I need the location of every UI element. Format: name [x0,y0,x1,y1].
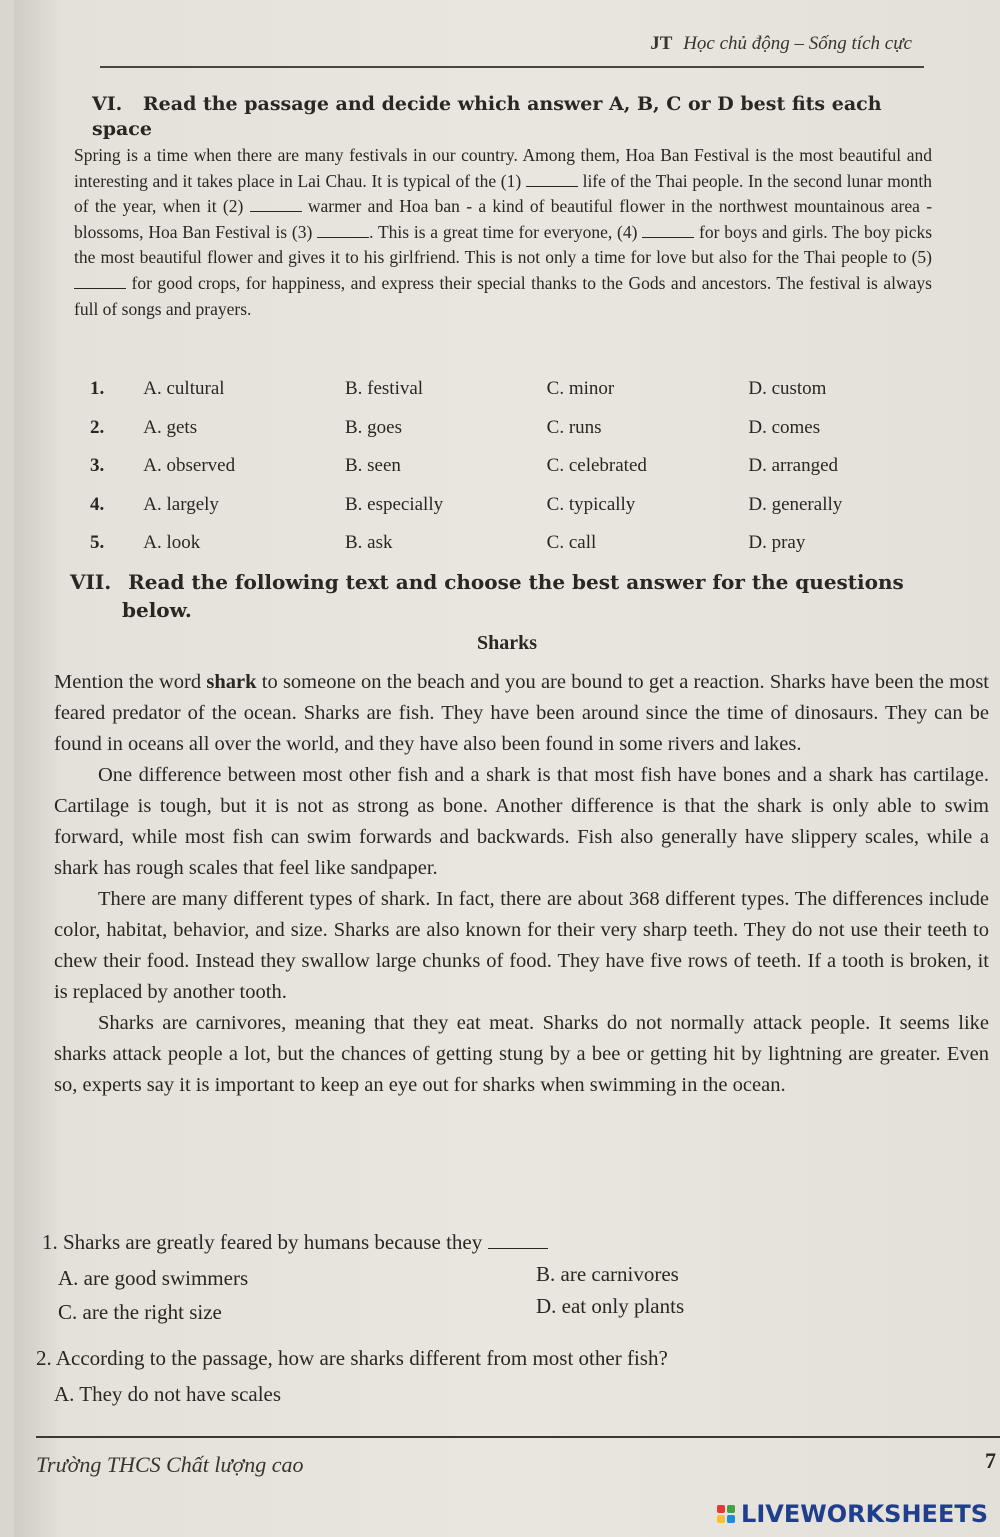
passage-part-2: life of the Thai people. In the second lunar month of the year, when it (2) [74,170,933,217]
option-a[interactable]: A. cultural [143,378,225,400]
option-a[interactable]: A. gets [143,416,198,438]
section-7-title [70,568,960,624]
option-c[interactable]: C. call [546,532,597,554]
section-6-number: VI. [92,93,123,115]
section-6-options [90,370,950,563]
passage-part-3: warmer and Hoa ban - a kind of beautiful flower in the northwest mountainous area - blossoms, Hoa Ban Festival is (3) [74,196,933,242]
section-6-instruction: Read the passage and decide which answer A, B, C or D best fits each space [92,93,882,140]
option-d[interactable]: D. pray [748,532,806,554]
story-paragraph-3: There are many different types of shark. In fact, there are about 368 different types. The differences include color, habitat, behavior, and size. Sharks are also known for their very sharp teeth. They do not use their teeth to chew their food. Instead they swallow large chunks of food. They have five rows of teeth. If a tooth is broken, it is replaced by another tooth. [54,888,989,1003]
header-slogan: Học chủ động – Sống tích cực [683,33,912,54]
passage-part-4: . This is a great time for everyone, (4) [369,221,638,242]
section-6-passage [74,143,932,322]
story-paragraph-4: Sharks are carnivores, meaning that they eat meat. Sharks do not normally attack people. It seems like sharks attack people a lot, but the chances of getting stung by a bee or getting hit by lightning are greater. Even so, experts say it is important to keep an eye out for sharks when swimming in the ocean. [54,1012,989,1096]
option-c[interactable]: C. runs [546,416,602,438]
section-7-instruction-line-2: below. [122,598,192,622]
q2-option-a[interactable]: A. They do not have scales [54,1382,282,1406]
option-b[interactable]: B. goes [344,416,402,438]
option-d[interactable]: D. generally [748,493,843,515]
question-row [90,370,950,409]
option-c[interactable]: C. typically [546,493,636,515]
watermark-text: LIVEWORKSHEETS [741,1500,988,1528]
story-bold-word: shark [206,671,257,693]
story-paragraph-2: One difference between most other fish and a shark is that most fish have bones and a shark has cartilage. Cartilage is tough, but it is not as strong as bone. Another difference is that the shark is only able to swim forward, while most fish can swim forwards and backwards. Fish also generally have slippery scales, while a shark has rough scales that feel like sandpaper. [54,764,989,879]
q1-option-a[interactable]: A. are good swimmers [58,1266,249,1290]
question-row [90,524,950,563]
q1-option-c[interactable]: C. are the right size [58,1300,222,1324]
option-d[interactable]: D. comes [748,416,821,438]
page-header [650,33,912,55]
option-d[interactable]: D. arranged [748,455,839,477]
story-text: Mention the word [54,671,207,693]
publisher-logo: JT [650,33,673,54]
section-7-number: VII. [70,570,112,594]
option-c[interactable]: C. celebrated [546,455,647,477]
school-name: Trường THCS Chất lượng cao [36,1452,304,1477]
blank-4[interactable] [642,223,694,238]
page-number: 7 [985,1448,996,1473]
option-a[interactable]: A. largely [143,493,219,515]
question-1-text: 1. Sharks are greatly feared by humans because they [42,1230,483,1254]
footer-rule [36,1436,1000,1438]
question-row [90,409,950,448]
blank-3[interactable] [317,223,369,238]
passage-part-1: Spring is a time when there are many festivals in our country. Among them, Hoa Ban Festival is the most beautiful and interesting and it takes place in Lai Chau. It is typical of the (1) [74,145,932,191]
story-title: Sharks [476,632,538,654]
question-number: 1. [90,378,105,400]
question-row [90,486,950,525]
question-number: 4. [90,493,105,515]
option-b[interactable]: B. ask [344,532,393,554]
q1-option-b[interactable]: B. are carnivores [536,1262,679,1286]
question-number: 2. [90,416,105,438]
option-a[interactable]: A. observed [143,455,236,477]
option-b[interactable]: B. seen [344,455,401,477]
question-number: 3. [90,455,105,477]
blank-5[interactable] [74,274,126,289]
option-b[interactable]: B. especially [344,493,444,515]
question-2-text: 2. According to the passage, how are sharks different from most other fish? [36,1346,668,1370]
q1-option-d[interactable]: D. eat only plants [536,1294,685,1318]
section-7-instruction-line-1: Read the following text and choose the best answer for the questions [128,570,904,594]
question-1-blank[interactable] [488,1232,548,1249]
option-a[interactable]: A. look [143,532,201,554]
passage-part-5: for boys and girls. The boy picks the most beautiful flower and gives it to his girlfriend. This is not only a time for love but also for the Thai people to (5) [74,221,933,268]
option-b[interactable]: B. festival [344,378,424,400]
blank-1[interactable] [526,172,578,187]
option-d[interactable]: D. custom [748,378,827,400]
worksheet-page [14,0,1000,1537]
liveworksheets-logo-icon [717,1505,735,1523]
section-6-title [92,92,932,142]
shark-story [54,667,989,1101]
option-c[interactable]: C. minor [546,378,615,400]
liveworksheets-watermark [717,1500,988,1528]
story-paragraph-1 [54,667,989,760]
question-number: 5. [90,532,105,554]
blank-2[interactable] [250,197,302,212]
question-row [90,447,950,486]
question-1 [42,1230,548,1255]
passage-part-6: for good crops, for happiness, and express their special thanks to the Gods and ancestors. The festival is always full of songs and prayers. [74,272,932,319]
story-text: to someone on the beach and you are bound to get a reaction. Sharks have been the most feared predator of the ocean. Sharks are fish. They have been around since the time of dinosaurs. They can be found in oceans all over the world, and they have also been found in some rivers and lakes. [54,671,989,755]
header-rule [100,66,924,68]
